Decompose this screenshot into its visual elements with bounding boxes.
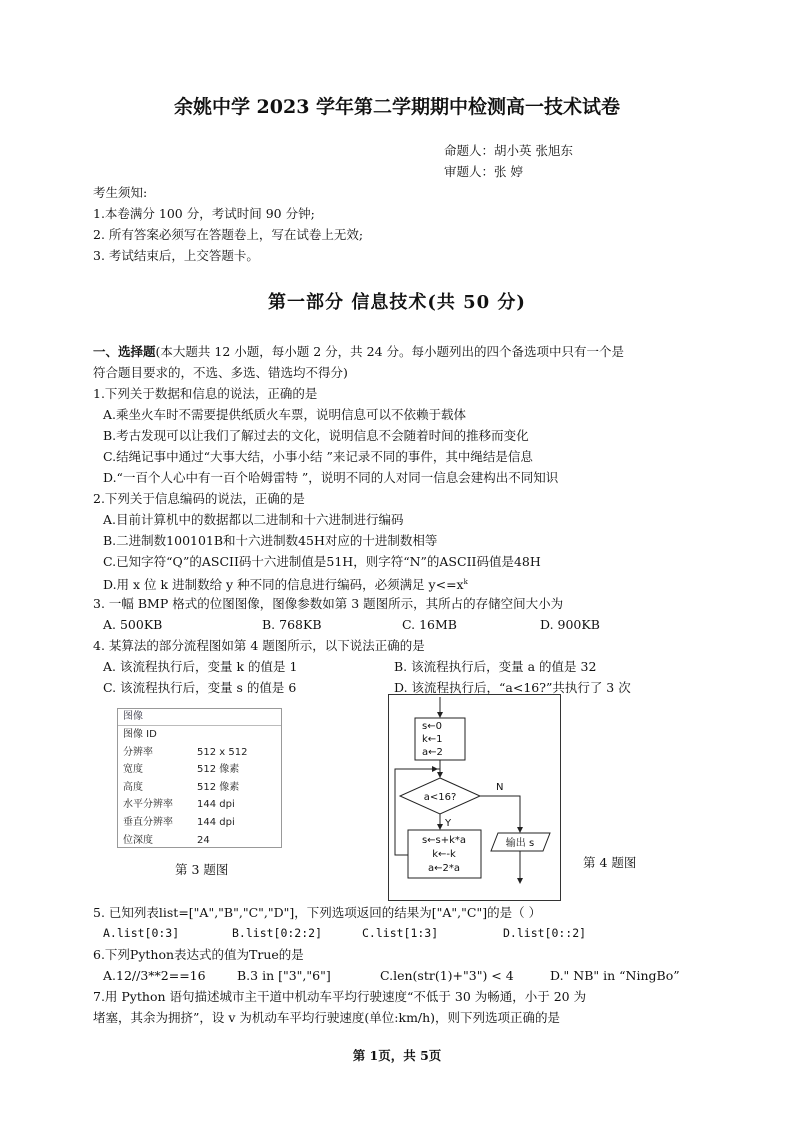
- fig3-header: 图像: [118, 709, 281, 726]
- loop-line: s←s+k*a: [421, 835, 467, 846]
- q6-option-a: A.12//3**2==16: [103, 968, 206, 983]
- q4-option-a: A. 该流程执行后，变量 k 的值是 1: [103, 659, 298, 674]
- q1-option-c: C.结绳记事中通过“大事大结，小事小结 ”来记录不同的事件，其中绳结是信息: [103, 449, 533, 464]
- q6-option-d: D." NB" in “NingBo”: [550, 968, 680, 983]
- q2-option-c: C.已知字符“Q”的ASCII码十六进制值是51H，则字符“N”的ASCII码值是48H: [103, 554, 541, 569]
- init-line: k←1: [422, 734, 443, 745]
- q6-stem: 6.下列Python表达式的值为True的是: [93, 947, 304, 962]
- fig4-caption: 第 4 题图: [583, 855, 637, 870]
- q1-stem: 1.下列关于数据和信息的说法，正确的是: [93, 386, 318, 401]
- q4-option-d: D. 该流程执行后，“a<16?”共执行了 3 次: [394, 680, 631, 695]
- q3-option-a: A. 500KB: [103, 617, 163, 632]
- q6-option-b: B.3 in ["3","6"]: [237, 968, 331, 983]
- fig3-key: 垂直分辨率: [123, 816, 173, 828]
- q7-line-1: 7.用 Python 语句描述城市主干道中机动车平均行驶速度“不低于 30 为畅通，小于 20 为: [93, 989, 587, 1004]
- q2-option-d-sup: k: [463, 578, 468, 586]
- yes-label: Y: [445, 818, 452, 829]
- fig3-row: [118, 761, 281, 779]
- author-line: 命题人：胡小英 张旭东: [444, 143, 573, 158]
- q7-line-2: 堵塞，其余为拥挤”，设 v 为机动车平均行驶速度(单位:km/h)，则下列选项正确的是: [93, 1010, 561, 1025]
- q2-option-d: [103, 572, 468, 595]
- fig3-key: 水平分辨率: [123, 799, 173, 811]
- q3-option-c: C. 16MB: [402, 617, 457, 632]
- fig3-properties-panel: [117, 708, 282, 848]
- fig3-row: [118, 744, 281, 762]
- q1-option-a: A.乘坐火车时不需要提供纸质火车票，说明信息可以不依赖于载体: [103, 407, 467, 422]
- decision-text: a<16?: [423, 792, 457, 803]
- q1-option-b: B.考古发现可以让我们了解过去的文化，说明信息不会随着时间的推移而变化: [103, 428, 529, 443]
- loop-line: a←2*a: [428, 863, 460, 874]
- fig3-value: 512 像素: [197, 781, 240, 793]
- fig3-value: 24: [197, 834, 210, 846]
- q4-option-b: B. 该流程执行后，变量 a 的值是 32: [394, 659, 597, 674]
- fig3-row: [118, 726, 281, 744]
- fig3-value: 512 x 512: [197, 746, 248, 758]
- page-footer: 第 1页，共 5页: [352, 1048, 442, 1063]
- fig4-flowchart: [388, 694, 561, 901]
- init-line: s←0: [422, 721, 442, 732]
- notice-item: 3. 考试结束后，上交答题卡。: [93, 248, 259, 263]
- q3-option-b: B. 768KB: [262, 617, 322, 632]
- part-title: 第一部分 信息技术(共 50 分): [268, 292, 526, 313]
- flowchart-svg: [389, 695, 560, 900]
- section-desc-line-1: [93, 341, 624, 362]
- q5-option-c: C.list[1:3]: [362, 926, 439, 940]
- q4-option-c: C. 该流程执行后，变量 s 的值是 6: [103, 680, 297, 695]
- q5-option-a: A.list[0:3]: [103, 926, 180, 940]
- q3-stem: 3. 一幅 BMP 格式的位图图像，图像参数如第 3 题图所示，其所占的存储空间大小为: [93, 596, 564, 611]
- section-label: 一、选择题: [93, 344, 156, 359]
- fig3-value: [197, 726, 281, 744]
- reviewer-line: 审题人：张 婷: [444, 164, 523, 179]
- q2-option-a: A.目前计算机中的数据都以二进制和十六进制进行编码: [103, 512, 404, 527]
- fig3-key: 位深度: [123, 834, 153, 846]
- section-desc: (本大题共 12 小题，每小题 2 分，共 24 分。每小题列出的四个备选项中只有一个是: [155, 344, 624, 359]
- q5-option-b: B.list[0:2:2]: [232, 926, 323, 940]
- no-arrow: [480, 796, 520, 832]
- fig3-key: 图像 ID: [123, 729, 157, 740]
- fig3-key: 高度: [123, 781, 143, 793]
- exam-title: 余姚中学 2023 学年第二学期期中检测高一技术试卷: [173, 96, 621, 118]
- loop-line: k←-k: [432, 849, 456, 860]
- q5-stem: 5. 已知列表list=["A","B","C","D"]，下列选项返回的结果为["A","C"]的是（ ）: [93, 905, 542, 920]
- q2-option-d-text: D.用 x 位 k 进制数给 y 种不同的信息进行编码，必须满足 y<=x: [103, 577, 464, 593]
- notice-heading: 考生须知:: [93, 185, 148, 200]
- fig3-key: 宽度: [123, 764, 143, 776]
- fig3-row: [118, 796, 281, 814]
- q4-stem: 4. 某算法的部分流程图如第 4 题图所示，以下说法正确的是: [93, 638, 425, 653]
- fig3-row: [118, 832, 281, 850]
- fig3-row: [118, 779, 281, 797]
- fig3-value: 144 dpi: [197, 816, 235, 828]
- fig3-caption: 第 3 题图: [175, 862, 229, 877]
- init-line: a←2: [422, 747, 443, 758]
- q1-option-d: D.“一百个人心中有一百个哈姆雷特 ”，说明不同的人对同一信息会建构出不同知识: [103, 470, 559, 485]
- notice-item: 2. 所有答案必须写在答题卷上，写在试卷上无效;: [93, 227, 364, 242]
- q2-option-b: B.二进制数100101B和十六进制数45H对应的十进制数相等: [103, 533, 438, 548]
- fig3-key: 分辨率: [123, 746, 153, 758]
- no-label: N: [496, 782, 504, 793]
- q3-option-d: D. 900KB: [540, 617, 600, 632]
- fig3-row: [118, 814, 281, 832]
- q2-stem: 2.下列关于信息编码的说法，正确的是: [93, 491, 305, 506]
- fig3-value: 512 像素: [197, 764, 240, 776]
- notice-item: 1.本卷满分 100 分，考试时间 90 分钟;: [93, 206, 315, 221]
- output-text: 输出 s: [505, 838, 535, 849]
- q6-option-c: C.len(str(1)+"3") < 4: [380, 968, 514, 983]
- q5-option-d: D.list[0::2]: [503, 926, 587, 940]
- fig3-value: 144 dpi: [197, 799, 235, 811]
- section-desc-line-2: 符合题目要求的，不选、多选、错选均不得分): [93, 365, 348, 380]
